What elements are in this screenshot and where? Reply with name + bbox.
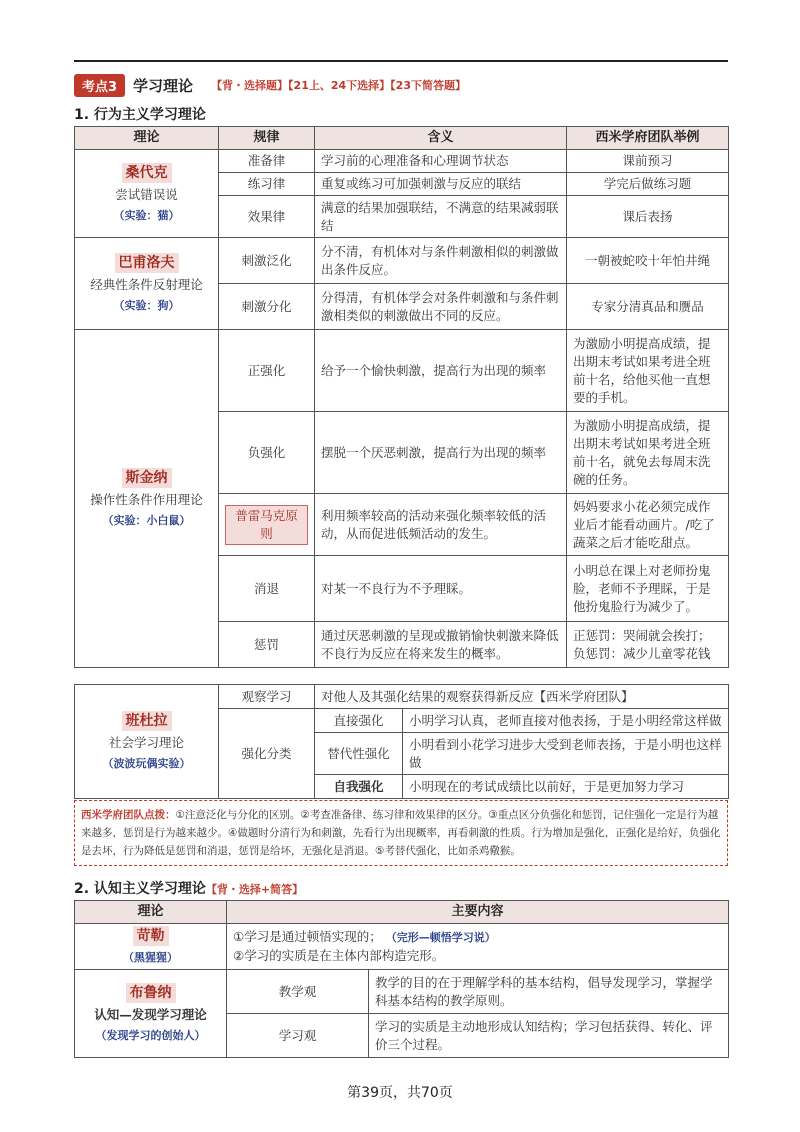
col-header-theory: 理论 (75, 127, 219, 150)
topic-title: 学习理论 (133, 76, 194, 95)
theory-name: 斯金纳 (122, 468, 172, 488)
topic-badge: 考点3 (74, 74, 125, 97)
law-cell: 准备律 (219, 150, 315, 173)
theory-experiment: （实验：狗） (113, 298, 180, 312)
section2-title-text: 2. 认知主义学习理论 (74, 881, 206, 897)
law-cell: 强化分类 (219, 709, 315, 799)
theory-name: 布鲁纳 (126, 983, 176, 1003)
law-cell: 观察学习 (219, 685, 315, 709)
meaning-cell: 通过厌恶刺激的呈现或撤销愉快刺激来降低不良行为反应在将来发生的概率。 (315, 622, 567, 668)
theory-name: 巴甫洛夫 (115, 253, 179, 273)
premack-label: 普雷马克原则 (225, 505, 308, 545)
behaviorism-table (74, 126, 729, 668)
theory-subtitle: 尝试错误说 (115, 186, 178, 202)
example-cell: 课后表扬 (567, 196, 729, 238)
theory-thorndike (75, 150, 219, 238)
reinforce-type: 替代性强化 (315, 733, 403, 775)
tip-text: ①注意泛化与分化的区别。②考查准备律、练习律和效果律的区分。③重点区分负强化和惩罚，记住强化一定是行为越来越多，惩罚是行为越来越少。④做题时分清行为和刺激，先看行为出现概率，再看刺激的性质。行为增加是强化，正强化是给好，负强化是去坏，行为降低是惩罚和消退，惩罚是给坏，无强化是消退。⑤考替代强化，比如杀鸡儆猴。 (81, 809, 721, 857)
theory-name: 桑代克 (122, 163, 172, 183)
theory-pavlov (75, 238, 219, 330)
example-cell: 小明总在课上对老师扮鬼脸，老师不予理睬，于是他扮鬼脸行为减少了。 (567, 556, 729, 622)
example-cell: 专家分清真品和赝品 (567, 284, 729, 330)
page-footer: 第39页，共70页 (347, 1085, 453, 1101)
topic-tags: 【背・选择题】【21上、24下选择】【23下简答题】 (211, 79, 466, 92)
content-cell: 学习的实质是主动地形成认知结构；学习包括获得、转化、评价三个过程。 (369, 1014, 729, 1058)
law-cell: 负强化 (219, 412, 315, 494)
section2-title (74, 878, 303, 898)
theory-subtitle: 社会学习理论 (108, 734, 184, 750)
view-cell: 教学观 (227, 970, 369, 1014)
tip-lead: 西米学府团队点拨： (81, 809, 176, 821)
view-cell: 学习观 (227, 1014, 369, 1058)
theory-subtitle: 操作性条件作用理论 (90, 491, 203, 507)
meaning-cell: 给予一个愉快刺激，提高行为出现的频率 (315, 330, 567, 412)
meaning-cell: 重复或练习可加强刺激与反应的联结 (315, 173, 567, 196)
reinforce-example: 小明看到小花学习进步大受到老师表扬，于是小明也这样做 (403, 733, 729, 775)
theory-experiment: （实验：猫） (113, 208, 180, 222)
content-line (233, 928, 722, 947)
meaning-cell: 分不清，有机体对与条件刺激相似的刺激做出条件反应。 (315, 238, 567, 284)
example-cell: 一朝被蛇咬十年怕井绳 (567, 238, 729, 284)
law-cell: 惩罚 (219, 622, 315, 668)
law-cell (219, 494, 315, 556)
law-cell: 效果律 (219, 196, 315, 238)
col-header-law: 规律 (219, 127, 315, 150)
reinforce-example: 小明学习认真，老师直接对他表扬，于是小明经常这样做 (403, 709, 729, 733)
tip-box (74, 800, 728, 866)
theory-skinner (75, 330, 219, 668)
law-cell: 练习律 (219, 173, 315, 196)
meaning-cell: 满意的结果加强联结，不满意的结果减弱联结 (315, 196, 567, 238)
content-cell (227, 924, 729, 970)
meaning-cell: 摆脱一个厌恶刺激，提高行为出现的频率 (315, 412, 567, 494)
meaning-cell: 利用频率较高的活动来强化频率较低的活动，从而促进低频活动的发生。 (315, 494, 567, 556)
theory-kohler (75, 924, 227, 970)
content-line: ②学习的实质是在主体内部构造完形。 (233, 948, 445, 963)
bandura-table (74, 684, 729, 799)
cognitivism-table (74, 900, 729, 1058)
col-header-content: 主要内容 (227, 901, 729, 924)
theory-name: 班杜拉 (122, 711, 172, 731)
theory-bruner (75, 970, 227, 1058)
section1-title: 1. 行为主义学习理论 (74, 107, 206, 123)
law-cell: 消退 (219, 556, 315, 622)
theory-bandura (75, 685, 219, 799)
top-rule (74, 60, 728, 62)
theory-subtitle: 认知—发现学习理论 (94, 1006, 207, 1022)
law-cell: 正强化 (219, 330, 315, 412)
law-cell: 刺激泛化 (219, 238, 315, 284)
col-header-example: 西米学府团队举例 (567, 127, 729, 150)
theory-experiment: （发现学习的创始人） (95, 1028, 206, 1042)
meaning-cell: 分得清，有机体学会对条件刺激和与条件刺激相类似的刺激做出不同的反应。 (315, 284, 567, 330)
theory-experiment: （实验：小白鼠） (102, 513, 191, 527)
col-header-meaning: 含义 (315, 127, 567, 150)
example-cell: 课前预习 (567, 150, 729, 173)
reinforce-type: 直接强化 (315, 709, 403, 733)
col-header-theory: 理论 (75, 901, 227, 924)
heading-row (74, 74, 466, 96)
law-cell: 刺激分化 (219, 284, 315, 330)
example-cell: 妈妈要求小花必须完成作业后才能看动画片。/吃了蔬菜之后才能吃甜点。 (567, 494, 729, 556)
content-cell: 教学的目的在于理解学科的基本结构，倡导发现学习，掌握学科基本结构的教学原则。 (369, 970, 729, 1014)
example-cell: 学完后做练习题 (567, 173, 729, 196)
theory-name: 苛勒 (133, 926, 169, 946)
theory-experiment: （波波玩偶实验） (102, 756, 191, 770)
example-cell: 为激励小明提高成绩，提出期末考试如果考进全班前十名，就免去每周末洗碗的任务。 (567, 412, 729, 494)
meaning-cell: 对某一不良行为不予理睬。 (315, 556, 567, 622)
example-cell: 为激励小明提高成绩，提出期末考试如果考进全班前十名，给他买他一直想要的手机。 (567, 330, 729, 412)
content-tag: （完形—顿悟学习说） (385, 931, 496, 944)
reinforce-example: 小明现在的考试成绩比以前好，于是更加努力学习 (403, 775, 729, 799)
example-cell: 正惩罚：哭闹就会挨打；负惩罚：减少儿童零花钱 (567, 622, 729, 668)
meaning-cell: 学习前的心理准备和心理调节状态 (315, 150, 567, 173)
meaning-cell: 对他人及其强化结果的观察获得新反应【西米学府团队】 (315, 685, 729, 709)
theory-experiment: （黑猩猩） (123, 951, 178, 964)
theory-subtitle: 经典性条件反射理论 (90, 276, 203, 292)
section2-tag: 【背・选择+简答】 (205, 883, 304, 896)
reinforce-type: 自我强化 (315, 775, 403, 799)
content-text: ①学习是通过顿悟实现的； (233, 929, 382, 944)
